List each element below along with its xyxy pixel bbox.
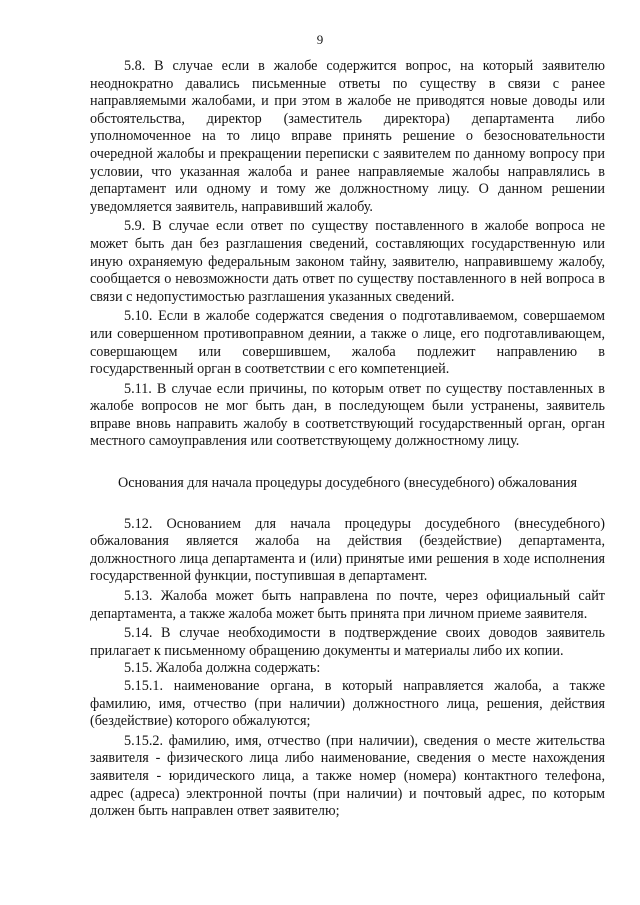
paragraph-5-12: 5.12. Основанием для начала процедуры досудебного (внесудебного) обжалования является жалоба на действия (бездействие) департамента, должностного лица департамента и (или) принятые ими решения в ходе исполнения государственной функции, поступившая в департамент. xyxy=(90,515,605,585)
paragraph-5-15: 5.15. Жалоба должна содержать: xyxy=(124,660,321,677)
paragraph-5-15-1: 5.15.1. наименование органа, в который направляется жалоба, а также фамилию, имя, отчество (при наличии) должностного лица, решения, действия (бездействие) которого обжалуются; xyxy=(90,678,605,730)
page-text xyxy=(90,58,605,821)
paragraph-5-14: 5.14. В случае необходимости в подтверждение своих доводов заявитель прилагает к письменному обращению документы и материалы либо их копии. xyxy=(90,625,605,659)
paragraph-5-8: 5.8. В случае если в жалобе содержится вопрос, на который заявителю неоднократно давались письменные ответы по существу в связи с ранее направляемыми жалобами, и при этом в жалобе не приводятся новые доводы или обстоятельства, директор (заместитель директора) департамента либо уполномоченное на то лицо вправе принять решение о безосновательности очередной жалобы и прекращении переписки с заявителем по данному вопросу при условии, что указанная жалоба и ранее направляемые жалобы направлялись в департамент или одному и тому же должностному лицу. О данном решении уведомляется заявитель, направивший жалобу. xyxy=(90,58,605,215)
paragraph-5-11: 5.11. В случае если причины, по которым ответ по существу поставленных в жалобе вопросов не мог быть дан, в последующем были устранены, заявитель вправе вновь направить жалобу в соответствующий государственный орган, орган местного самоуправления или соответствующему должностному лицу. xyxy=(90,380,605,450)
paragraph-5-10: 5.10. Если в жалобе содержатся сведения о подготавливаемом, совершаемом или совершенном противоправном деянии, а также о лице, его подготавливающем, совершающем или совершившем, жалоба подлежит направлению в государственный орган в соответствии с его компетенцией. xyxy=(90,308,605,378)
section-heading: Основания для начала процедуры досудебного (внесудебного) обжалования xyxy=(117,475,578,492)
paragraph-5-9: 5.9. В случае если ответ по существу поставленного в жалобе вопроса не может быть дан без разглашения сведений, составляющих государственную или иную охраняемую федеральным законом тайну, заявителю, направившему жалобу, сообщается о невозможности дать ответ по существу поставленного в ней вопроса в связи с недопустимостью разглашения указанных сведений. xyxy=(90,218,605,305)
page-number: 9 xyxy=(316,32,324,47)
paragraph-5-15-2: 5.15.2. фамилию, имя, отчество (при наличии), сведения о месте жительства заявителя - физического лица либо наименование, сведения о месте нахождения заявителя - юридического лица, а также номер (номера) контактного телефона, адрес (адреса) электронной почты (при наличии) и почтовый адрес, по которым должен быть направлен ответ заявителю; xyxy=(90,732,605,820)
paragraph-5-13: 5.13. Жалоба может быть направлена по почте, через официальный сайт департамента, а также жалоба может быть принята при личном приеме заявителя. xyxy=(90,588,605,622)
